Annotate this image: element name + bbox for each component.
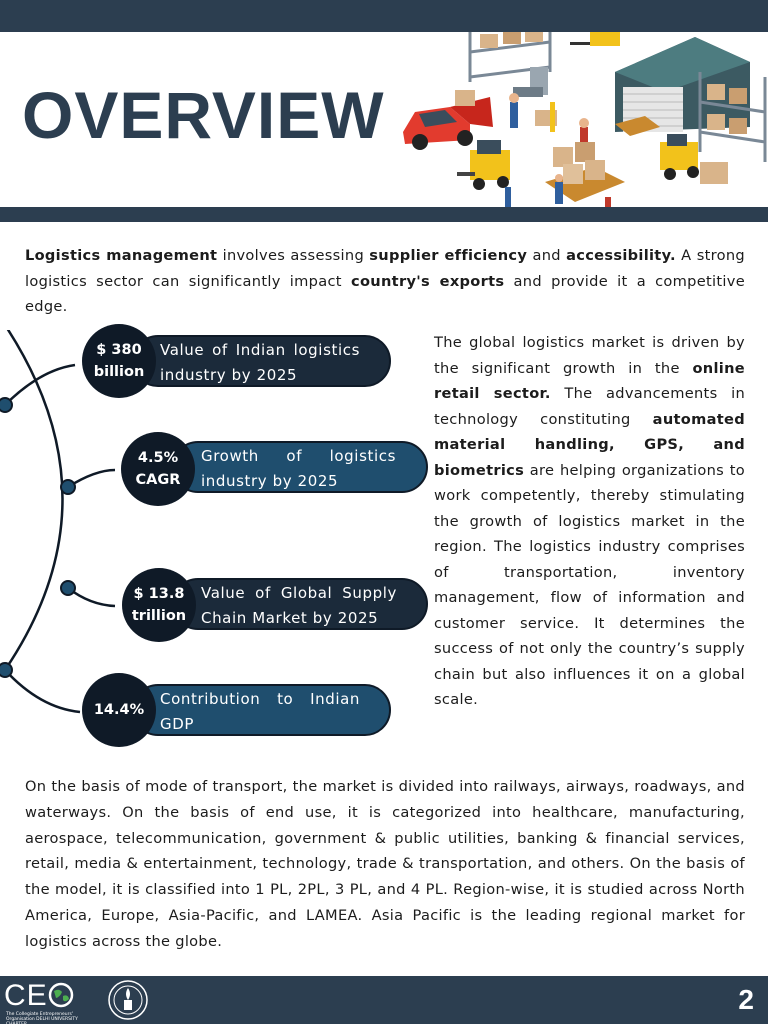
ceo-logo <box>4 979 74 1013</box>
globe-icon <box>48 982 74 1008</box>
stat-badge: $ 380 billion <box>82 324 156 398</box>
university-emblem-icon <box>106 978 150 1022</box>
market-drivers-paragraph: The global logistics market is driven by the significant growth in the online retail sector. The advancements in technology constituting automated material handling, GPS, and biometrics are helping organizations to work competently, thereby stimulating the growth of logistics market in the region. The logistics industry comprises of transportation, inventory management, flow of information and customer service. It determines the success of not only the country’s supply chain but also influences it on a global scale. <box>434 334 745 708</box>
ceo-logo-text: CE <box>4 979 48 1012</box>
forklift-graphic <box>457 140 510 190</box>
stat-badge: 14.4% <box>82 673 156 747</box>
stat-pill-logistics-growth <box>172 441 428 493</box>
warehouse-illustration <box>395 32 768 207</box>
stat-pill-global-supply-chain <box>172 578 428 630</box>
stat-label: Value of Indian logistics industry by 2025 <box>160 341 360 384</box>
stat-label: Value of Global Supply Chain Market by 2025 <box>201 584 397 627</box>
page-title: OVERVIEW <box>22 78 385 152</box>
stat-badge: $ 13.8 trillion <box>122 568 196 642</box>
header-divider-bar <box>0 207 768 222</box>
footer-bar <box>0 976 768 1027</box>
stat-pill-indian-logistics-value <box>132 335 391 387</box>
market-segmentation-paragraph: On the basis of mode of transport, the market is divided into railways, airways, roadways, and waterways. On the basis of end use, it is categorized into healthcare, manufacturing, aerospace, telecommunication, government & public utilities, banking & financial services, retail, media & entertainment, technology, trade & transportation, and others. On the basis of the model, it is classified into 1 PL, 2PL, 3 PL, and 4 PL. Region-wise, it is studied across North America, Europe, Asia-Pacific, and LAMEA. Asia Pacific is the leading regional market for logistics across the globe. <box>25 778 745 950</box>
stat-pill-gdp-contribution <box>132 684 391 736</box>
intro-paragraph: Logistics management involves assessing supplier efficiency and accessibility. A strong logistics sector can significantly impact country's exports and provide it a competitive edge. <box>25 247 745 315</box>
stat-badge: 4.5% CAGR <box>121 432 195 506</box>
stat-label: Growth of logistics industry by 2025 <box>201 447 396 490</box>
ceo-logo-subtext: The Collegiate Entrepreneurs' Organisation DELHI UNIVERSITY CHAPTER <box>6 1012 78 1027</box>
stats-tree <box>0 330 434 750</box>
page-number: 2 <box>738 984 754 1015</box>
top-bar <box>0 0 768 32</box>
stat-label: Contribution to Indian GDP <box>160 690 360 733</box>
